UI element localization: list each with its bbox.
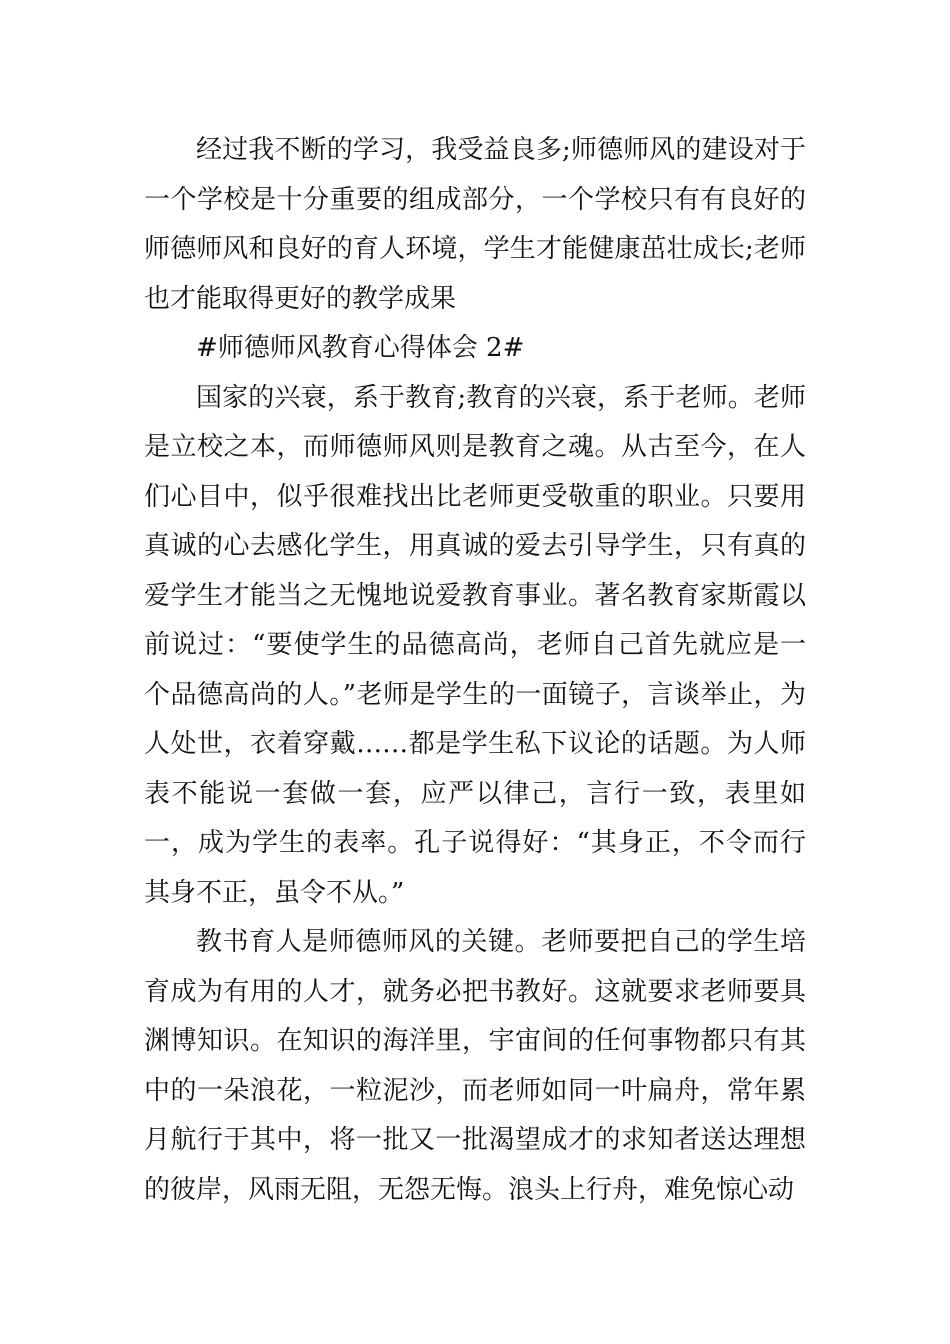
document-body [144,126,806,1215]
paragraph-teacher-role: 国家的兴衰，系于教育;教育的兴衰，系于老师。老师是立校之本，而师德师风则是教育之魂。从古至今，在人们心目中，似乎很难找出比老师更受敬重的职业。只要用真诚的心去感化学生，用真诚的爱去引导学生，只有真的爱学生才能当之无愧地说爱教育事业。著名教育家斯霞以前说过：“要使学生的品德高尚，老师自己首先就应是一个品德高尚的人。”老师是学生的一面镜子，言谈举止，为人处世，衣着穿戴……都是学生私下议论的话题。为人师表不能说一套做一套，应严以律己，言行一致，表里如一，成为学生的表率。孔子说得好：“其身正，不令而行其身不正，虽令不从。” [144,382,806,908]
paragraph-intro-conclusion: 经过我不断的学习，我受益良多;师德师风的建设对于一个学校是十分重要的组成部分，一个学校只有有良好的师德师风和良好的育人环境，学生才能健康茁壮成长;老师也才能取得更好的教学成果 [144,135,806,314]
paragraph-teaching-key: 教书育人是师德师风的关键。老师要把自己的学生培育成为有用的人才，就务必把书教好。这就要求老师要具渊博知识。在知识的海洋里，宇宙间的任何事物都只有其中的一朵浪花，一粒泥沙，而老师如同一叶扁舟，常年累月航行于其中，将一批又一批渴望成才的求知者送达理想的彼岸，风雨无阻，无怨无悔。浪头上行舟，难免惊心动 [144,927,806,1205]
section-heading: #师德师风教育心得体会 2# [196,333,525,363]
